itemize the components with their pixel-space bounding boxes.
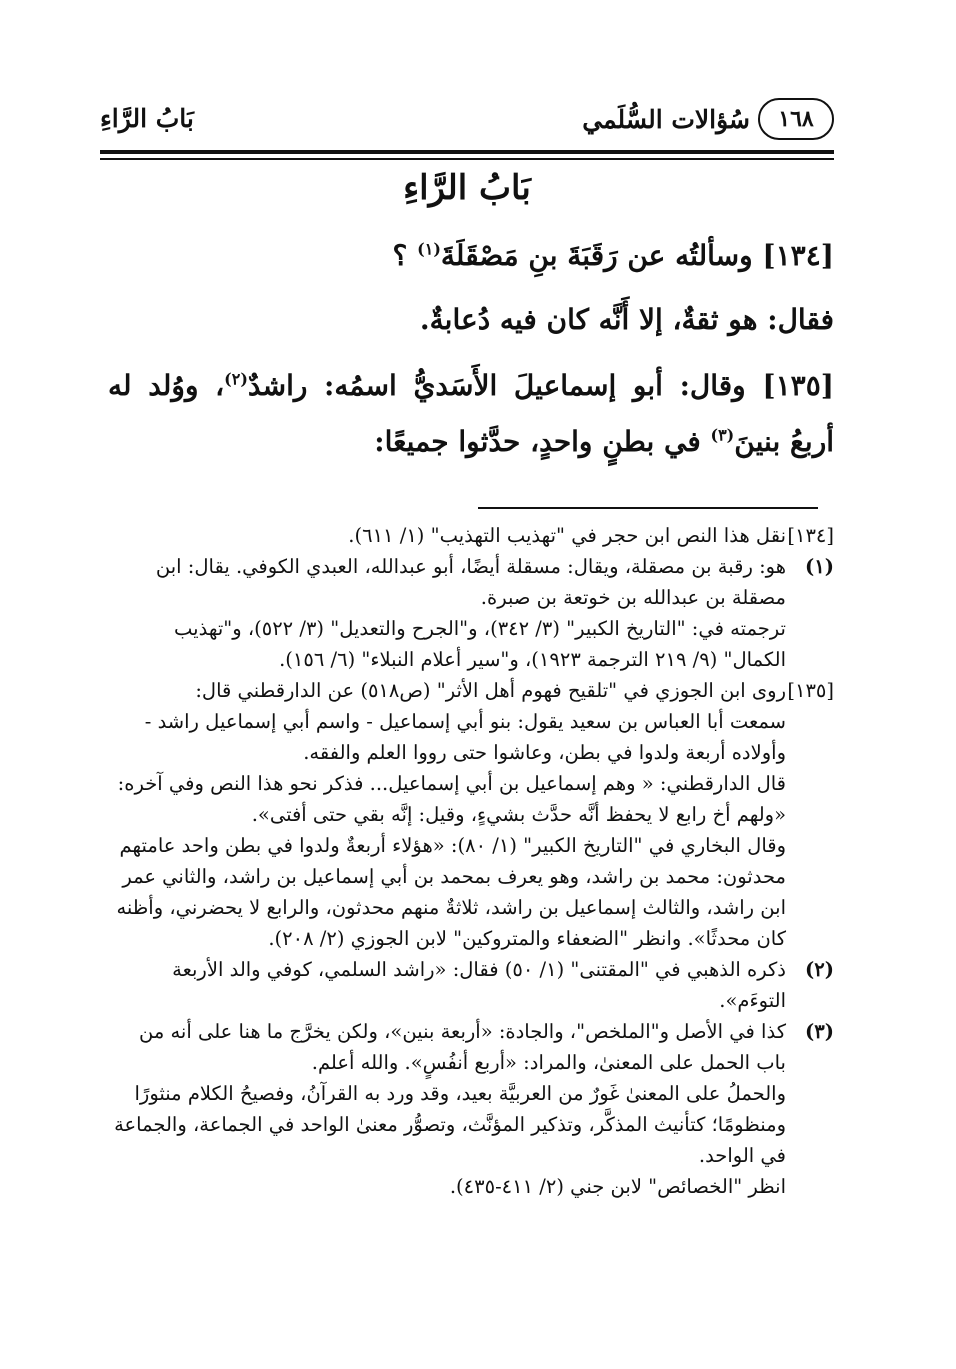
footnote-134-text: نقل هذا النص ابن حجر في "تهذيب التهذيب" (١/ ٦١١). [348, 524, 786, 547]
footnote-2-marker: (٢) [805, 958, 834, 981]
entry-135-text-c: أربعُ بنينَ [734, 425, 834, 458]
footnote-1 [108, 551, 834, 613]
entry-134-question-text: [١٣٤] وسألتُه عن رَقَبَةَ بنِ مَصْقَلَةَ [440, 239, 834, 272]
footnote-separator [478, 507, 818, 509]
entry-134-answer: فقال: هو ثقةٌ، إلا أَنَّه كان فيه دُعابةٌ. [419, 303, 834, 336]
header-rule-thin [100, 158, 834, 160]
footnote-135-daraqutni: قال الدارقطني: « وهم إسماعيل بن أبي إسماعيل... فذكر نحو هذا النص وفي آخره: «ولهم أخ رابع لا يحفظ أنَّه حدَّث بشيءٍ، وقيل: إنَّه بقي حتى أفتى». [117, 772, 786, 826]
footnote-ref-1: (١) [417, 239, 441, 259]
footnote-135-text: روى ابن الجوزي في "تلقيح فهوم أهل الأثر" (ص٥١٨) عن الدارقطني قال: [195, 679, 786, 702]
footnote-134-marker: [١٣٤] [787, 524, 834, 547]
footnote-3-explanation: والحملُ على المعنىٰ غَورٌ من العربيَّة بعيد، وقد ورد به القرآنُ، وفصيحُ الكلام منثورًا ومنظومًا؛ كتأنيث المذكَّر، وتذكير المؤنَّث، وتصوُّر معنىٰ الواحد في الجماعة، والجماعة في الواحد. [114, 1082, 786, 1167]
entry-135-line-2 [108, 414, 834, 470]
page-header [100, 92, 834, 144]
footnote-3-marker: (٣) [805, 1020, 834, 1043]
footnote-3-text: كذا في الأصل و"الملخص"، والجادة: «أربعة بنين»، ولكن يخرَّج ما هنا على أنه من باب الحمل على المعنىٰ، والمراد: «أربع أنفُسٍ». والله أعلم. [138, 1020, 786, 1074]
footnote-2-text: ذكره الذهبي في "المقتنى" (١/ ٥٠) فقال: «راشد السلمي، كوفي والد الأربعة التوءَم». [172, 958, 786, 1012]
entry-135-text-d: في بطنٍ واحدٍ، حدَّثوا جميعًا: [374, 425, 711, 458]
header-rule-thick [100, 150, 834, 154]
footnote-135-quote: سمعت أبا العباس بن سعيد يقول: بنو أبي إسماعيل - واسم أبي إسماعيل راشد - وأولاده أربعة ولدوا في بطن، وعاشوا حتى رووا العلم والفقه. [144, 710, 786, 764]
page-number-badge: ١٦٨ [758, 98, 834, 140]
entry-135-text-b: ، ووُلد له [108, 369, 225, 402]
entry-135-line-1 [108, 358, 834, 414]
running-chapter-title: بَابُ الرَّاءِ [100, 104, 194, 133]
footnote-1-marker: (١) [805, 555, 834, 578]
footnote-135-marker: [١٣٥] [787, 679, 834, 702]
question-mark: ؟ [392, 239, 408, 272]
footnote-ref-2: (٢) [224, 369, 248, 389]
footnote-135-bukhari: وقال البخاري في "التاريخ الكبير" (١/ ٨٠): «هؤلاء أربعةٌ ولدوا في بطن واحد عامتهم محدثون: محمد بن راشد، وهو يعرف بمحمد بن أبي إسماعيل بن راشد، والثاني عمر ابن راشد، والثالث إسماعيل بن راشد، ثلاثةٌ منهم محدثون، والرابع لا يحضرني، وأظنه كان محدثًا». وانظر "الضعفاء والمتروكين" لابن الجوزي (٢/ ٢٠٨). [116, 834, 786, 950]
footnote-3 [108, 1016, 834, 1078]
footnote-3-reference: انظر "الخصائص" لابن جني (٢/ ٤١١-٤٣٥). [449, 1175, 786, 1198]
book-title: سُؤالات السُّلَمي [582, 104, 750, 134]
footnotes [108, 520, 834, 1202]
header-right [582, 98, 834, 140]
chapter-heading: بَابُ الرَّاءِ [403, 168, 531, 208]
footnote-135 [108, 675, 834, 706]
footnote-1-text: هو: رقبة بن مصقلة، ويقال: مسقلة أيضًا، أبو عبدالله، العبدي الكوفي. يقال: ابن مصقلة بن عبدالله بن خوتعة بن صبرة. [155, 555, 786, 609]
footnote-ref-3: (٣) [710, 425, 735, 445]
footnote-134 [108, 520, 834, 551]
footnote-2 [108, 954, 834, 1016]
entry-135 [108, 358, 834, 470]
entry-135-text-a: [١٣٥] وقال: أبو إسماعيلَ الأَسَديُّ اسمُه: راشدٌ [247, 369, 834, 402]
footnote-1-sources: ترجمته في: "التاريخ الكبير" (٣/ ٣٤٢)، و"الجرح والتعديل" (٣/ ٥٢٢)، و"تهذيب الكمال" (٩/ ٢١٩ الترجمة ١٩٢٣)، و"سير أعلام النبلاء" (٦/ ١٥٦). [174, 617, 786, 671]
entry-134-question [108, 228, 834, 284]
